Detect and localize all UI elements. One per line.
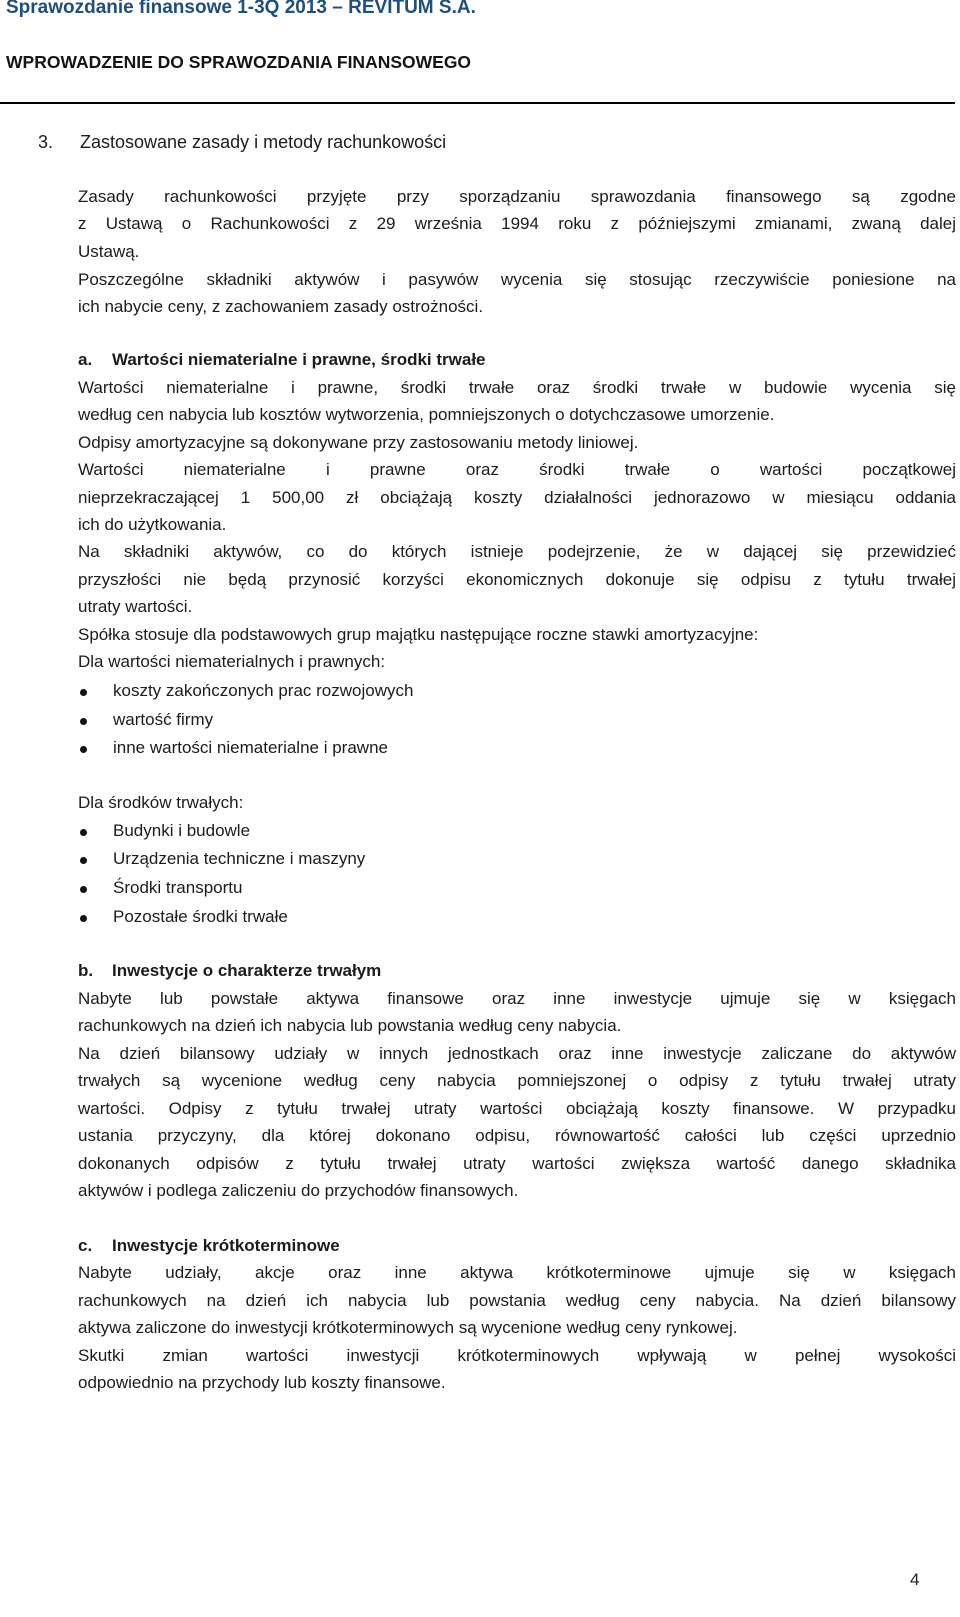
section-heading <box>38 129 916 155</box>
list-item <box>78 875 956 901</box>
bullet-icon <box>80 829 87 836</box>
text-line: nieprzekraczającej 1 500,00 zł obciążają koszty działalności jednorazowo w miesiącu oddania <box>78 488 956 507</box>
text-line: rachunkowych na dzień ich nabycia lub powstania według ceny nabycia. Na dzień bilansowy <box>78 1291 956 1310</box>
subsection-title: Inwestycje krótkoterminowe <box>112 1236 340 1255</box>
list-item <box>78 707 956 733</box>
section-number: 3. <box>38 132 54 152</box>
text-line: Wartości niematerialne i prawne oraz środki trwałe o wartości początkowej <box>78 460 956 479</box>
subsection-title: Inwestycje o charakterze trwałym <box>112 961 382 980</box>
bullet-icon <box>80 886 87 893</box>
text-line: dokonanych odpisów z tytułu trwałej utraty wartości zwiększa wartość danego składnika <box>78 1154 956 1173</box>
list-label: Dla wartości niematerialnych i prawnych: <box>78 652 386 671</box>
section-title: Zastosowane zasady i metody rachunkowości <box>80 132 447 152</box>
subsection-heading-c <box>78 1233 956 1259</box>
list-item <box>78 904 956 930</box>
text-line: z Ustawą o Rachunkowości z 29 września 1994 roku z późniejszymi zmianami, zwaną dalej <box>78 214 956 233</box>
text-line: Spółka stosuje dla podstawowych grup majątku następujące roczne stawki amortyzacyjne: <box>78 625 759 644</box>
bullet-icon <box>80 718 87 725</box>
subsection-label: c. <box>78 1236 93 1255</box>
text-line: według cen nabycia lub kosztów wytworzenia, pomniejszonych o dotychczasowe umorzenie. <box>78 405 775 424</box>
header-divider <box>0 102 955 104</box>
text-line: Wartości niematerialne i prawne, środki trwałe oraz środki trwałe w budowie wycenia się <box>78 378 956 397</box>
list-item <box>78 846 956 872</box>
list-label: Dla środków trwałych: <box>78 793 244 812</box>
text-line: aktywów i podlega zaliczeniu do przychodów finansowych. <box>78 1181 519 1200</box>
text-line: Odpisy amortyzacyjne są dokonywane przy zastosowaniu metody liniowej. <box>78 433 639 452</box>
subsection-title: Wartości niematerialne i prawne, środki trwałe <box>112 350 486 369</box>
text-line: Skutki zmian wartości inwestycji krótkoterminowych wpływają w pełnej wysokości <box>78 1346 956 1365</box>
text-line: trwałych są wycenione według ceny nabycia pomniejszonej o odpisy z tytułu trwałej utraty <box>78 1071 956 1090</box>
report-section-heading: WPROWADZENIE DO SPRAWOZDANIA FINANSOWEGO <box>6 52 472 72</box>
list-item <box>78 818 956 844</box>
subsection-heading-a <box>78 347 956 373</box>
text-line: odpowiednio na przychody lub koszty finansowe. <box>78 1373 446 1392</box>
text-line: ich do użytkowania. <box>78 515 227 534</box>
text-line: ich nabycie ceny, z zachowaniem zasady ostrożności. <box>78 297 484 316</box>
subsection-heading-b <box>78 958 956 984</box>
text-line: Na składniki aktywów, co do których istnieje podejrzenie, że w dającej się przewidzieć <box>78 542 956 561</box>
list-item-text: wartość firmy <box>113 710 214 729</box>
text-line: Na dzień bilansowy udziały w innych jednostkach oraz inne inwestycje zaliczane do aktywów <box>78 1044 956 1063</box>
text-line: Zasady rachunkowości przyjęte przy sporządzaniu sprawozdania finansowego są zgodne <box>78 187 956 206</box>
bullet-icon <box>80 689 87 696</box>
subsection-label: b. <box>78 961 94 980</box>
page-number: 4 <box>910 1570 920 1589</box>
text-line: Nabyte udziały, akcje oraz inne aktywa krótkoterminowe ujmuje się w księgach <box>78 1263 956 1282</box>
list-item <box>78 678 956 704</box>
text-line: Ustawą. <box>78 242 140 261</box>
list-item-text: Budynki i budowle <box>113 821 251 840</box>
list-item-text: inne wartości niematerialne i prawne <box>113 738 388 757</box>
text-line: utraty wartości. <box>78 597 193 616</box>
bullet-icon <box>80 746 87 753</box>
report-title: Sprawozdanie finansowe 1-3Q 2013 – REVITUM S.A. <box>6 0 476 18</box>
list-item-text: Pozostałe środki trwałe <box>113 907 288 926</box>
text-line: wartości. Odpisy z tytułu trwałej utraty wartości obciążają koszty finansowe. W przypadku <box>78 1099 956 1118</box>
text-line: aktywa zaliczone do inwestycji krótkoterminowych są wycenione według ceny rynkowej. <box>78 1318 738 1337</box>
subsection-label: a. <box>78 350 93 369</box>
text-line: Poszczególne składniki aktywów i pasywów wycenia się stosując rzeczywiście poniesione na <box>78 270 956 289</box>
list-item-text: koszty zakończonych prac rozwojowych <box>113 681 414 700</box>
text-line: przyszłości nie będą przynosić korzyści ekonomicznych dokonuje się odpisu z tytułu trwałej <box>78 570 956 589</box>
bullet-icon <box>80 857 87 864</box>
text-line: Nabyte lub powstałe aktywa finansowe oraz inne inwestycje ujmuje się w księgach <box>78 989 956 1008</box>
text-line: rachunkowych na dzień ich nabycia lub powstania według ceny nabycia. <box>78 1016 622 1035</box>
list-item-text: Urządzenia techniczne i maszyny <box>113 849 366 868</box>
list-item <box>78 735 956 761</box>
bullet-icon <box>80 915 87 922</box>
text-line: ustania przyczyny, dla której dokonano odpisu, równowartość całości lub części uprzednio <box>78 1126 956 1145</box>
list-item-text: Środki transportu <box>113 878 243 897</box>
